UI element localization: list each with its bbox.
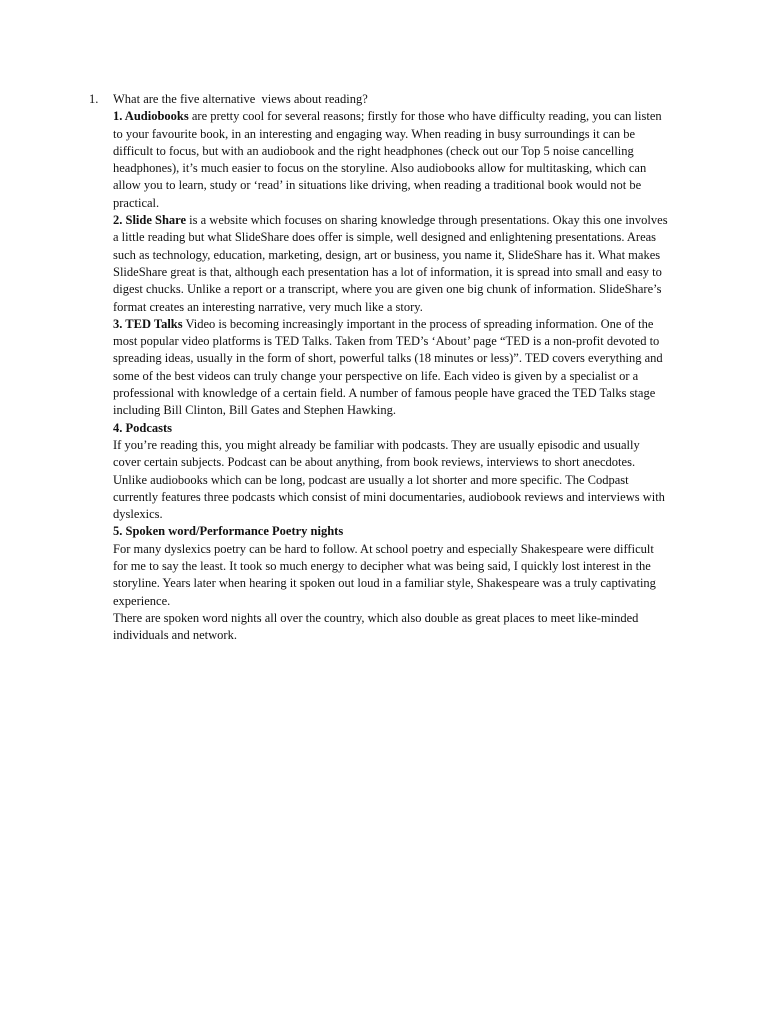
section-audiobooks — [113, 108, 669, 212]
question-number: 1. — [89, 92, 99, 106]
section-text-audiobooks: are pretty cool for several reasons; firstly for those who have difficulty reading, you can listen to your favourite book, in an interesting and engaging way. When reading in busy surroundings it can be difficult to focus, but with an audiobook and the right headphones (check out our Top 5 noise cancelling headphones), it’s much easier to focus on the storyline. Also audiobooks allow for multitasking, which can allow you to learn, study or ‘read’ in situations like driving, when reading a traditional book would not be practical. — [113, 109, 662, 210]
section-heading-podcasts: 4. Podcasts — [113, 420, 173, 435]
section-heading-spoken-word: 5. Spoken word/Performance Poetry nights — [113, 524, 344, 539]
section-ted-talks — [113, 316, 669, 420]
section-heading-ted-talks: 3. TED Talks — [113, 316, 183, 331]
numbered-list — [89, 91, 669, 645]
answer-body — [113, 108, 669, 644]
section-text-slide-share: is a website which focuses on sharing knowledge through presentations. Okay this one involves a little reading but what SlideShare does offer is simple, well designed and enlightening presentations. Areas such as technology, education, marketing, design, art or business, you name it, SlideShare has it. What makes SlideShare great is that, although each presentation has a lot of information, it is spread into small and easy to digest chucks. Unlike a report or a transcript, where you are given one big chunk of information. SlideShare’s format creates an interesting narrative, very much like a story. — [113, 213, 668, 314]
section-heading-slide-share: 2. Slide Share — [113, 213, 187, 228]
question-text: What are the five alternative views about reading? — [113, 92, 368, 106]
section-extra-spoken-word: There are spoken word nights all over the country, which also double as great places to meet like-minded individuals and network. — [113, 610, 639, 643]
question-item — [89, 91, 669, 108]
section-text-ted-talks: Video is becoming increasingly important in the process of spreading information. One of the most popular video platforms is TED Talks. Taken from TED’s ‘About’ page “TED is a non-profit devoted to spreading ideas, usually in the form of short, powerful talks (18 minutes or less)”. TED covers everything and some of the best videos can truly change your perspective on life. Each video is given by a specialist or a professional with knowledge of a certain field. A number of famous people have graced the TED Talks stage including Bill Clinton, Bill Gates and Stephen Hawking. — [113, 316, 663, 418]
section-slide-share — [113, 212, 669, 316]
section-text-spoken-word: For many dyslexics poetry can be hard to follow. At school poetry and especially Shakespeare were difficult for me to say the least. It took so much energy to decipher what was being said, I quickly lost interest in the storyline. Years later when hearing it spoken out loud in a familiar style, Shakespeare was a truly captivating experience. — [113, 541, 656, 608]
section-text-podcasts: If you’re reading this, you might already be familiar with podcasts. They are usually episodic and usually cover certain subjects. Podcast can be about anything, from book reviews, interviews to short anecdotes. Unlike audiobooks which can be long, podcast are usually a lot shorter and more specific. The Codpast currently features three podcasts which consist of mini documentaries, audiobook reviews and interviews with dyslexics. — [113, 437, 665, 522]
section-heading-audiobooks: 1. Audiobooks — [113, 109, 189, 124]
